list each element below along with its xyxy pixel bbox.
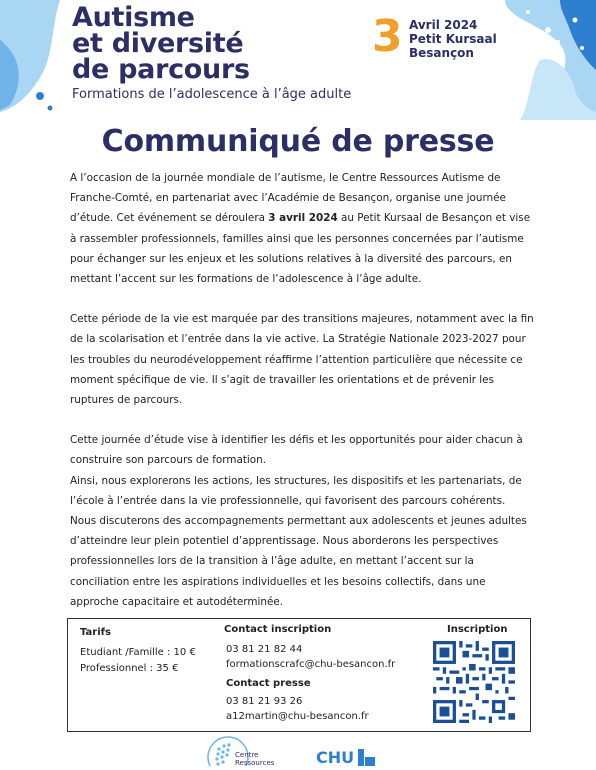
event-date-day: 3 <box>372 11 403 62</box>
presse-email[interactable]: a12martin@chu-besancon.fr <box>226 711 369 722</box>
inscription-heading: Inscription <box>447 624 508 635</box>
event-title-line-3: de parcours <box>72 54 250 85</box>
contact-presse-heading: Contact presse <box>226 678 311 689</box>
event-title-line-2: et diversité <box>72 28 244 59</box>
event-city: Besançon <box>409 46 474 60</box>
contact-inscription-heading: Contact inscription <box>224 624 332 635</box>
page-title: Communiqué de presse <box>101 124 495 159</box>
paragraph-goals: Cette journée d’étude vise à identifier les défis et les opportunités pour aider chacun à construire son parcours de formation. Ainsi, nous explorerons les actions, les structures, les dispositifs et les partenariats, de l’école à l’entrée dans la vie professionnelle, qui favorisent des parcours cohérents. Nous discuterons des accompagnements permettant aux adolescents et jeunes adultes d’atteindre leur plein potentiel d’apprentissage. Nous aborderons les perspectives professionnelles lors de la transition à l’âge adulte, en mettant l’accent sur la conciliation entre les aspirations individuelles et les besoins collectifs, dans une approche capacitaire et autodéterminée. <box>70 434 527 608</box>
presse-phone[interactable]: 03 81 21 93 26 <box>226 696 303 707</box>
event-venue: Petit Kursaal <box>409 32 497 46</box>
footer-logos <box>0 735 596 766</box>
paragraph-context: Cette période de la vie est marquée par des transitions majeures, notamment avec la fin de la scolarisation et l’entrée dans la vie active. La Stratégie Nationale 2023-2027 pour les troubles du neurodéveloppement réaffirme l’attention particulière que nécessite ce moment spécifique de vie. Il s’agit de travailler les orientations et de prévenir les ruptures de parcours. <box>70 313 534 407</box>
event-date-highlight: 3 avril 2024 <box>268 212 338 225</box>
tarifs-heading: Tarifs <box>80 627 111 638</box>
footer-logo-graphics <box>0 735 596 766</box>
press-release-body <box>70 168 535 612</box>
paragraph-intro: A l’occasion de la journée mondiale de l’autisme, le Centre Ressources Autisme de Franche-Comté, en partenariat avec l’Académie de Besançon, organise une journée d’étude. Cet événement se déroulera 3 avril 2024 au Petit Kursaal de Besançon et vise à rassembler professionnels, familles ainsi que les personnes concernées par l’autisme pour échanger sur les enjeux et les solutions relatives à la diversité des parcours, en mettant l’accent sur les formations de l’adolescence à l’âge adulte. <box>70 172 531 286</box>
inscription-phone[interactable]: 03 81 21 82 44 <box>226 644 303 655</box>
chu-logo: CHU <box>316 748 355 767</box>
qr-code-icon[interactable] <box>433 641 515 723</box>
tarif-student-family: Etudiant /Famille : 10 € <box>80 647 196 658</box>
event-subtitle: Formations de l’adolescence à l’âge adulte <box>72 87 352 102</box>
cra-logo-text: Centre Ressources <box>235 751 275 767</box>
inscription-email[interactable]: formationscrafc@chu-besancon.fr <box>226 659 396 670</box>
event-date-month: Avril 2024 <box>409 18 478 32</box>
event-banner <box>0 0 596 120</box>
event-title-line-1: Autisme <box>72 2 195 33</box>
info-box <box>67 618 531 732</box>
tarif-professional: Professionnel : 35 € <box>80 663 179 674</box>
